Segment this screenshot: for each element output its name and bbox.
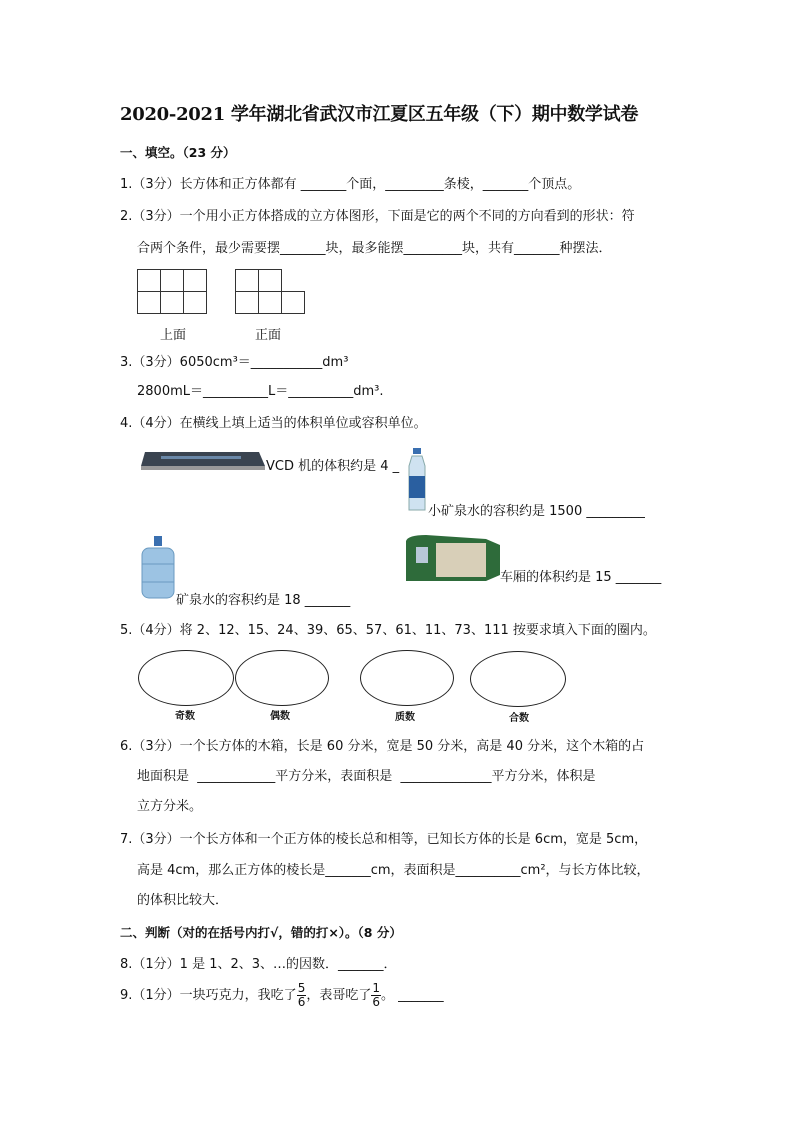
question-6-line3: 立方分米。 [137,799,203,814]
vcd-player-image [141,450,265,472]
jug-text: 矿泉水的容积约是 18 _______ [176,593,351,608]
question-9 [120,982,444,1009]
question-4: 4.（4分）在横线上填上适当的体积单位或容积单位。 [120,416,427,431]
top-view-grid [137,269,207,314]
question-5: 5.（4分）将 2、12、15、24、39、65、57、61、11、73、111 按要求填入下面的圈内。 [120,623,656,638]
question-2-line1: 2.（3分）一个用小正方体搭成的立方体图形，下面是它的两个不同的方向看到的形状：符 [120,209,635,224]
bottle-text: 小矿泉水的容积约是 1500 _________ [428,504,645,519]
even-number-circle[interactable] [235,650,329,706]
odd-label: 奇数 [175,711,195,722]
question-6-line1: 6.（3分）一个长方体的木箱，长是 60 分米，宽是 50 分米，高是 40 分米，这个木箱的占 [120,739,645,754]
question-2-line2: 合两个条件，最少需要摆_______块，最多能摆_________块，共有_______种摆法． [137,241,612,256]
front-view-label: 正面 [255,328,282,343]
question-6-line2: 地面积是 ____________平方分米，表面积是 ______________平方分米，体积是 [137,769,596,784]
question-3-line2: 2800mL＝__________L＝__________dm³. [137,384,384,399]
train-text: 车厢的体积约是 15 _______ [500,570,662,585]
section-heading-judge: 二、判断（对的在括号内打√，错的打×）。（8 分） [120,925,402,940]
denominator: 6 [297,995,306,1009]
denominator: 6 [372,995,380,1009]
front-view-grid [235,269,305,314]
page-title: 2020-2021 学年湖北省武汉市江夏区五年级（下）期中数学试卷 [120,104,639,125]
fraction-five-sixths [297,982,307,1009]
question-7-line2: 高是 4cm，那么正方体的棱长是_______cm，表面积是__________cm²，与长方体比较， [137,863,650,878]
top-view-label: 上面 [160,328,187,343]
q9-text-mid: ，表哥吃了 [306,988,372,1003]
water-bottle-image [406,448,428,512]
prime-label: 质数 [395,712,415,723]
section-heading-fill: 一、填空。（23 分） [120,145,236,160]
train-car-image [406,535,500,581]
water-jug-image [140,536,176,600]
q9-text-pre: 9.（1分）一块巧克力，我吃了 [120,988,297,1003]
q9-text-post: 。 _______ [380,988,444,1003]
question-7-line1: 7.（3分）一个长方体和一个正方体的棱长总和相等，已知长方体的长是 6cm，宽是 5cm， [120,832,648,847]
question-3-line1: 3.（3分）6050cm³＝___________dm³ [120,355,349,370]
prime-number-circle[interactable] [360,650,454,706]
composite-number-circle[interactable] [470,651,566,707]
odd-number-circle[interactable] [138,650,234,706]
question-8: 8.（1分）1 是 1、2、3、…的因数．_______． [120,957,397,972]
even-label: 偶数 [270,711,290,722]
fraction-one-sixth [371,982,381,1009]
numerator: 1 [372,981,380,995]
question-1: 1.（3分）长方体和正方体都有 _______个面，_________条棱，_______个顶点。 [120,177,581,192]
numerator: 5 [297,981,306,995]
composite-label: 合数 [509,713,529,724]
question-7-line3: 的体积比较大． [137,893,229,908]
vcd-text: VCD 机的体积约是 4 _ [266,459,400,474]
